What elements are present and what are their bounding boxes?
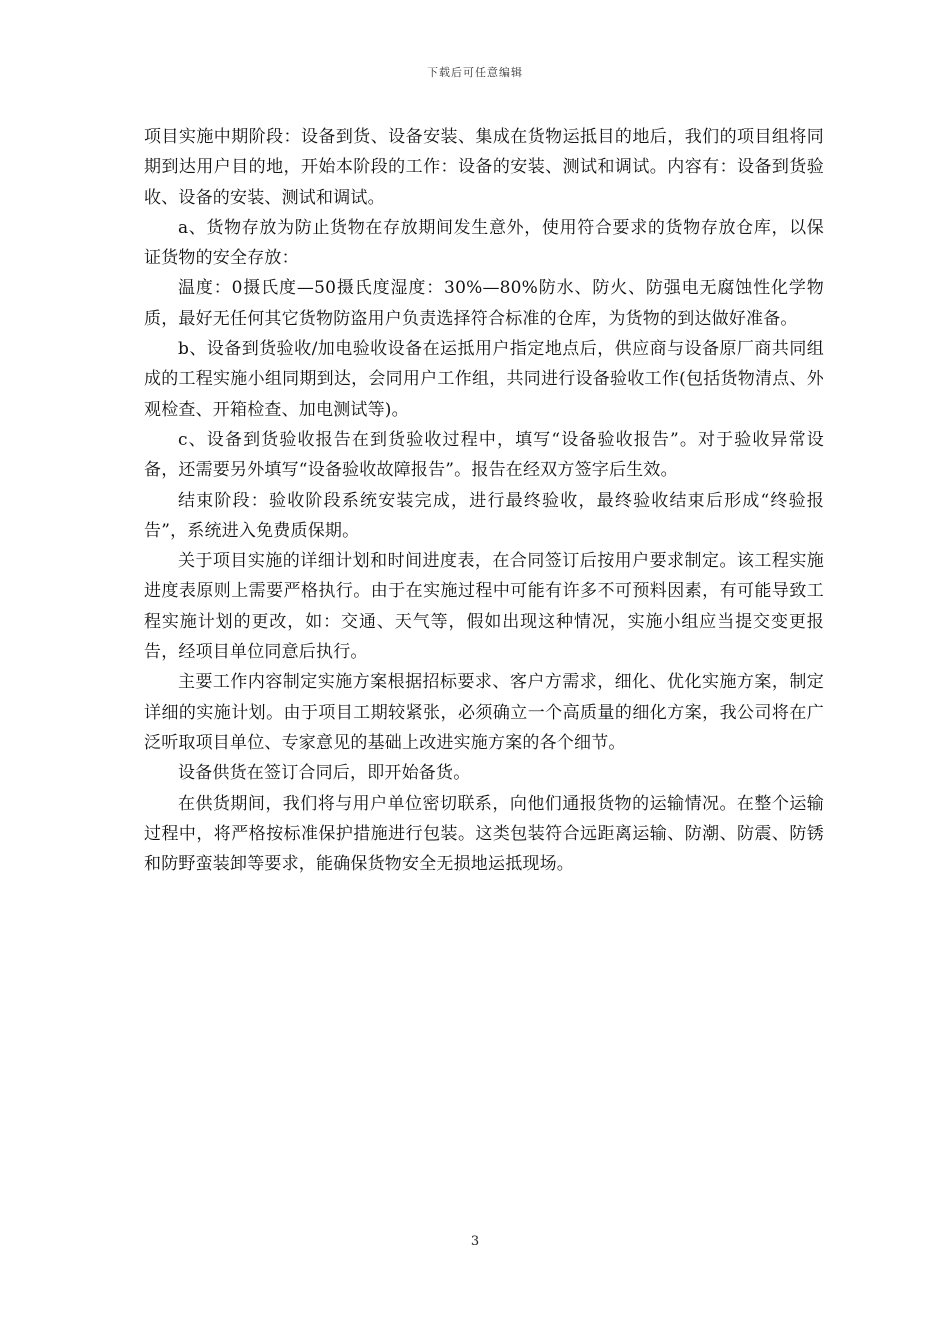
paragraph-4: b、设备到货验收/加电验收设备在运抵用户指定地点后，供应商与设备原厂商共同组成的工程实施小组同期到达，会同用户工作组，共同进行设备验收工作(包括货物清点、外观检查、开箱检查、加电测试等)。 bbox=[144, 339, 824, 420]
paragraph-6: 结束阶段：验收阶段系统安装完成，进行最终验收，最终验收结束后形成“终验报告”，系统进入免费质保期。 bbox=[144, 490, 824, 541]
paragraph-2: a、货物存放为防止货物在存放期间发生意外，使用符合要求的货物存放仓库，以保证货物的安全存放： bbox=[144, 217, 824, 269]
paragraph-5: c、设备到货验收报告在到货验收过程中，填写“设备验收报告”。对于验收异常设备，还需要另外填写“设备验收故障报告”。报告在经双方签字后生效。 bbox=[144, 429, 824, 481]
paragraph-10: 在供货期间，我们将与用户单位密切联系，向他们通报货物的运输情况。在整个运输过程中，将严格按标准保护措施进行包装。这类包装符合远距离运输、防潮、防震、防锈和防野蛮装卸等要求，能确保货物安全无损地运抵现场。 bbox=[144, 793, 824, 875]
page-number: 3 bbox=[470, 1234, 480, 1249]
page-header: 下载后可任意编辑 bbox=[427, 66, 523, 79]
paragraph-3: 温度：0摄氏度—50摄氏度湿度：30%—80%防水、防火、防强电无腐蚀性化学物质，最好无任何其它货物防盗用户负责选择符合标准的仓库，为货物的到达做好准备。 bbox=[144, 278, 824, 329]
paragraph-8: 主要工作内容制定实施方案根据招标要求、客户方需求，细化、优化实施方案，制定详细的实施计划。由于项目工期较紧张，必须确立一个高质量的细化方案，我公司将在广泛听取项目单位、专家意见的基础上改进实施方案的各个细节。 bbox=[144, 672, 824, 753]
paragraph-1: 项目实施中期阶段：设备到货、设备安装、集成在货物运抵目的地后，我们的项目组将同期到达用户目的地，开始本阶段的工作：设备的安装、测试和调试。内容有：设备到货验收、设备的安装、测试和调试。 bbox=[144, 127, 824, 208]
body-text bbox=[144, 122, 824, 879]
paragraph-7: 关于项目实施的详细计划和时间进度表，在合同签订后按用户要求制定。该工程实施进度表原则上需要严格执行。由于在实施过程中可能有许多不可预料因素，有可能导致工程实施计划的更改，如：交通、天气等，假如出现这种情况，实施小组应当提交变更报告，经项目单位同意后执行。 bbox=[144, 551, 824, 663]
paragraph-9: 设备供货在签订合同后，即开始备货。 bbox=[178, 763, 471, 784]
